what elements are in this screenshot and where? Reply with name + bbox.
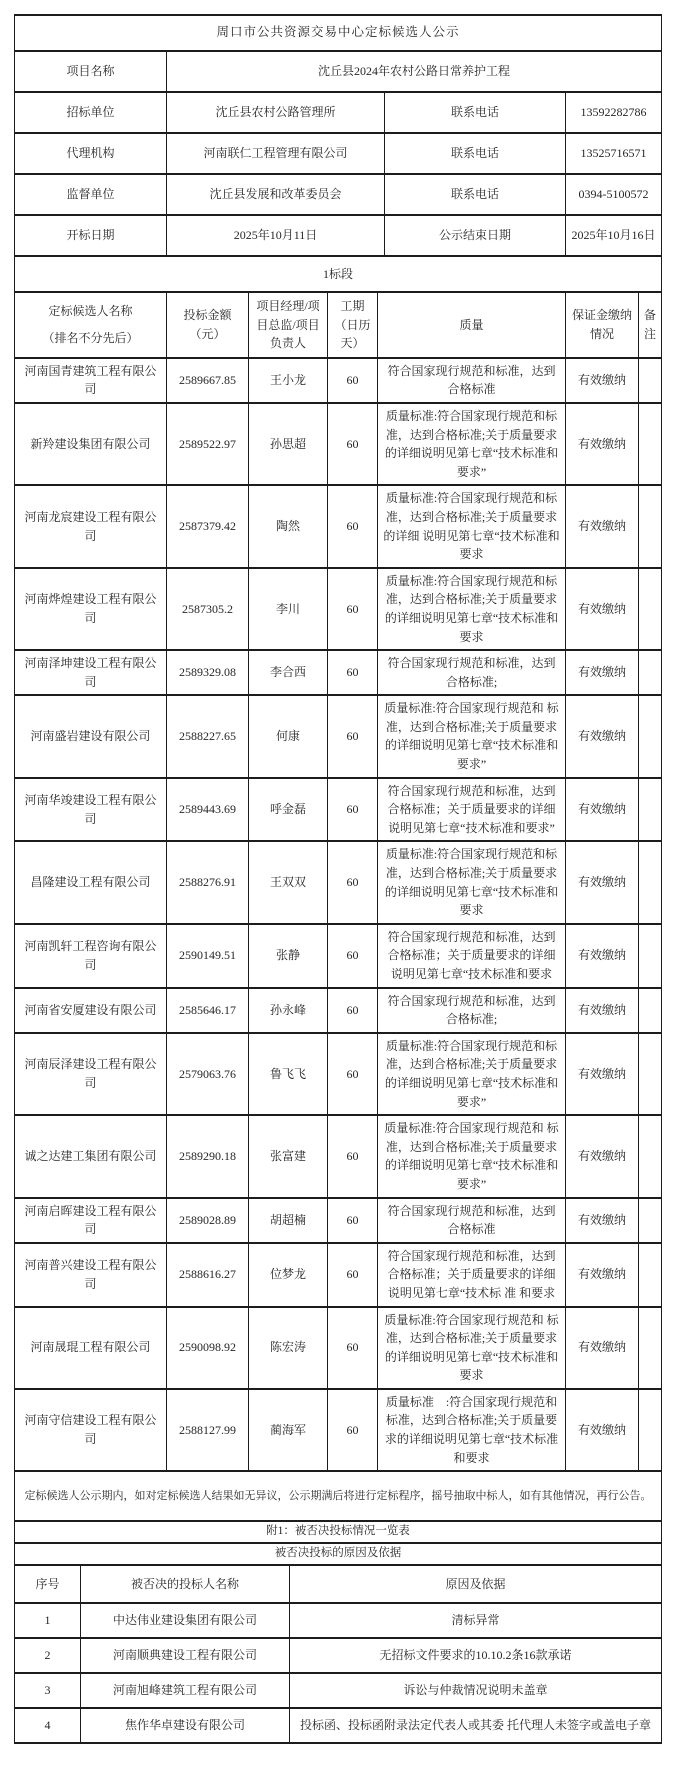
candidate-row [15,1307,662,1389]
info-label: 项目名称 [15,51,167,92]
bid-amount: 2589290.18 [167,1115,249,1197]
header-note: 备注 [639,292,662,358]
duration-days: 60 [328,358,378,403]
candidate-name: 河南烨煌建设工程有限公司 [15,568,167,650]
note [639,1115,662,1197]
candidate-row [15,1198,662,1243]
duration-days: 60 [328,568,378,650]
deposit-status: 有效缴纳 [566,403,639,485]
bid-amount: 2589028.89 [167,1198,249,1243]
quality-standard: 质量标准 :符合国家现行规范和 标准，达到合格标准;关于质量要求的详细说明见第七章“技术标准和要求 [378,1389,566,1471]
info-label: 招标单位 [15,92,167,133]
note [639,358,662,403]
deposit-status: 有效缴纳 [566,924,639,988]
candidate-name: 河南辰泽建设工程有限公司 [15,1033,167,1115]
note [639,778,662,842]
bid-amount: 2588276.91 [167,841,249,923]
duration-days: 60 [328,1033,378,1115]
rejected-bidder-row [15,1603,662,1638]
candidate-name: 诚之达建工集团有限公司 [15,1115,167,1197]
info-label-secondary: 联系电话 [385,92,566,133]
info-value: 沈丘县发展和改革委员会 [167,174,385,215]
bid-amount: 2588127.99 [167,1389,249,1471]
rejected-bidder-row [15,1638,662,1673]
candidate-row [15,1033,662,1115]
candidate-row [15,778,662,842]
bid-amount: 2588227.65 [167,695,249,777]
quality-standard: 符合国家现行规范和标准，达到合格标准; [378,988,566,1033]
project-manager: 李川 [249,568,328,650]
candidate-name: 河南龙宸建设工程有限公司 [15,485,167,567]
note [639,1243,662,1307]
info-value: 沈丘县农村公路管理所 [167,92,385,133]
candidate-name: 河南省安厦建设有限公司 [15,988,167,1033]
candidate-name: 新羚建设集团有限公司 [15,403,167,485]
appendix-table [14,1470,662,1744]
rejected-bidder-row [15,1708,662,1743]
note [639,695,662,777]
header-gap [17,320,164,329]
rejection-reason: 清标异常 [290,1603,662,1638]
deposit-status: 有效缴纳 [566,485,639,567]
info-value-secondary: 13525716571 [566,133,662,174]
header-duration [328,292,378,358]
quality-standard: 质量标准:符合国家现行规范和 标准，达到合格标准;关于质量要求的详细说明见第七章“技术标准和要求” [378,695,566,777]
candidate-name: 河南守信建设工程有限公司 [15,1389,167,1471]
info-body [15,15,662,256]
info-value-secondary: 0394-5100572 [566,174,662,215]
page-title: 周口市公共资源交易中心定标候选人公示 [15,15,662,51]
info-label: 监督单位 [15,174,167,215]
info-row [15,92,662,133]
serial-number: 2 [15,1638,81,1673]
project-manager: 何康 [249,695,328,777]
candidate-row [15,1243,662,1307]
candidate-row [15,695,662,777]
candidate-row [15,1115,662,1197]
appendix-subtitle: 被否决投标的原因及依据 [15,1543,662,1565]
rejected-bidder-name: 中达伟业建设集团有限公司 [81,1603,290,1638]
info-value: 河南联仁工程管理有限公司 [167,133,385,174]
header-serial-number: 序号 [15,1565,81,1603]
header-deposit-status: 保证金缴纳情况 [566,292,639,358]
note [639,924,662,988]
duration-days: 60 [328,841,378,923]
candidate-row [15,1389,662,1471]
project-manager: 位梦龙 [249,1243,328,1307]
header-rejection-reason: 原因及依据 [290,1565,662,1603]
duration-days: 60 [328,1243,378,1307]
deposit-status: 有效缴纳 [566,1198,639,1243]
info-value-secondary: 13592282786 [566,92,662,133]
title-row [15,15,662,51]
duration-days: 60 [328,778,378,842]
rejection-reason: 投标函、投标函附录法定代表人或其委 托代理人未签字或盖电子章 [290,1708,662,1743]
candidate-name: 昌隆建设工程有限公司 [15,841,167,923]
header-quality: 质量 [378,292,566,358]
quality-standard: 符合国家现行规范和标准，达到合格标准 [378,1198,566,1243]
candidates-table [14,255,662,1472]
serial-number: 3 [15,1673,81,1708]
deposit-status: 有效缴纳 [566,1389,639,1471]
quality-standard: 质量标准:符合国家现行规范和标准，达到合格标准;关于质量要求的详细说明见第七章“技术标准和要求” [378,1033,566,1115]
bid-amount: 2589329.08 [167,650,249,695]
candidate-name: 河南泽坤建设工程有限公司 [15,650,167,695]
candidate-row [15,358,662,403]
project-manager: 蔺海军 [249,1389,328,1471]
notice-row [15,1471,662,1521]
quality-standard: 符合国家现行规范和标准，达到合格标准；关于质量要求的详细说明见第七章“技术标准和要求” [378,778,566,842]
deposit-status: 有效缴纳 [566,1243,639,1307]
rejected-bidder-name: 焦作华卓建设有限公司 [81,1708,290,1743]
quality-standard: 符合国家现行规范和标准，达到合格标准；关于质量要求的详细说明见第七章“技术标 准 和要求 [378,1243,566,1307]
deposit-status: 有效缴纳 [566,1033,639,1115]
bid-amount: 2587305.2 [167,568,249,650]
rejected-bidder-name: 河南顺典建设工程有限公司 [81,1638,290,1673]
candidates-header-row [15,292,662,358]
project-manager: 陈宏涛 [249,1307,328,1389]
project-manager: 张静 [249,924,328,988]
deposit-status: 有效缴纳 [566,778,639,842]
duration-days: 60 [328,924,378,988]
rejected-bidder-row [15,1673,662,1708]
section-row [15,256,662,292]
note [639,1307,662,1389]
header-duration-line1: 工期 [340,299,365,313]
project-manager: 孙永峰 [249,988,328,1033]
note [639,568,662,650]
duration-days: 60 [328,1115,378,1197]
rejection-reason: 无招标文件要求的10.10.2条16款承诺 [290,1638,662,1673]
info-row [15,215,662,256]
quality-standard: 质量标准:符合国家现行规范和标准，达到合格标准;关于质量要求的详细说明见第七章“技术标准和要求 [378,568,566,650]
quality-standard: 符合国家现行规范和标准，达到合格标准 [378,358,566,403]
header-bid-amount-line2: （元） [189,326,226,341]
candidate-row [15,924,662,988]
info-label-secondary: 联系电话 [385,174,566,215]
note [639,988,662,1033]
info-label: 开标日期 [15,215,167,256]
duration-days: 60 [328,695,378,777]
quality-standard: 质量标准:符合国家现行规范和 标准，达到合格标准;关于质量要求的详细说明见第七章“技术标准和要求 [378,1307,566,1389]
quality-standard: 质量标准:符合国家现行规范和标准，达到合格标准;关于质量要求的详细说明见第七章“技术标准和要求” [378,403,566,485]
duration-days: 60 [328,988,378,1033]
rejected-bidder-name: 河南旭峰建筑工程有限公司 [81,1673,290,1708]
info-value: 2025年10月11日 [167,215,385,256]
bid-amount: 2579063.76 [167,1033,249,1115]
project-manager: 孙思超 [249,403,328,485]
header-project-manager: 项目经理/项目总监/项目负责人 [249,292,328,358]
duration-days: 60 [328,403,378,485]
bid-amount: 2589667.85 [167,358,249,403]
project-manager: 鲁飞飞 [249,1033,328,1115]
duration-days: 60 [328,1307,378,1389]
project-manager: 李合西 [249,650,328,695]
bid-amount: 2585646.17 [167,988,249,1033]
appendix-body [15,1471,662,1743]
candidate-name: 河南启晖建设工程有限公司 [15,1198,167,1243]
duration-days: 60 [328,485,378,567]
note [639,650,662,695]
candidates-body [15,256,662,1471]
info-row [15,133,662,174]
bid-amount: 2588616.27 [167,1243,249,1307]
header-duration-line2: （日历天） [334,317,371,351]
candidate-name: 河南国青建筑工程有限公司 [15,358,167,403]
appendix-title-row [15,1521,662,1543]
serial-number: 1 [15,1603,81,1638]
deposit-status: 有效缴纳 [566,695,639,777]
note [639,1198,662,1243]
bid-amount: 2590098.92 [167,1307,249,1389]
candidate-row [15,485,662,567]
candidate-name: 河南盛岩建设有限公司 [15,695,167,777]
quality-standard: 符合国家现行规范和标准，达到合格标准; [378,650,566,695]
header-candidate-name-line1: 定标候选人名称 [48,303,133,318]
info-row [15,51,662,92]
deposit-status: 有效缴纳 [566,988,639,1033]
project-manager: 王双双 [249,841,328,923]
quality-standard: 质量标准:符合国家现行规范和标准，达到合格标准;关于质量要求的详细说明见第七章“技术标准和要求 [378,841,566,923]
candidate-row [15,403,662,485]
bid-amount: 2589443.69 [167,778,249,842]
candidate-row [15,568,662,650]
appendix-subtitle-row [15,1543,662,1565]
header-candidate-name [15,292,167,358]
quality-standard: 符合国家现行规范和标准，达到合格标准；关于质量要求的详细说明见第七章“技术标准和要求 [378,924,566,988]
deposit-status: 有效缴纳 [566,650,639,695]
deposit-status: 有效缴纳 [566,1115,639,1197]
quality-standard: 质量标准:符合国家现行规范和 标准，达到合格标准;关于质量要求的详细说明见第七章“技术标准和要求” [378,1115,566,1197]
appendix-header-row [15,1565,662,1603]
project-manager: 张富建 [249,1115,328,1197]
note [639,485,662,567]
deposit-status: 有效缴纳 [566,568,639,650]
info-row [15,174,662,215]
note [639,841,662,923]
deposit-status: 有效缴纳 [566,1307,639,1389]
rejection-reason: 诉讼与仲裁情况说明未盖章 [290,1673,662,1708]
info-value: 沈丘县2024年农村公路日常养护工程 [167,51,662,92]
project-manager: 胡超楠 [249,1198,328,1243]
project-manager: 呼金磊 [249,778,328,842]
appendix-title: 附1：被否决投标情况一览表 [15,1521,662,1543]
bid-amount: 2590149.51 [167,924,249,988]
duration-days: 60 [328,1389,378,1471]
quality-standard: 质量标准:符合国家现行规范和标准，达到合格标准;关于质量要求的详细 说明见第七章“技术标准和要求 [378,485,566,567]
serial-number: 4 [15,1708,81,1743]
project-info-table [14,14,662,257]
info-value-secondary: 2025年10月16日 [566,215,662,256]
duration-days: 60 [328,1198,378,1243]
candidate-name: 河南普兴建设工程有限公司 [15,1243,167,1307]
section-label: 1标段 [15,256,662,292]
bid-amount: 2589522.97 [167,403,249,485]
deposit-status: 有效缴纳 [566,841,639,923]
publicity-notice-text: 定标候选人公示期内，如对定标候选人结果如无异议，公示期满后将进行定标程序，摇号抽取中标人，如有其他情况，再行公告。 [15,1471,662,1521]
note [639,1033,662,1115]
note [639,1389,662,1471]
candidate-row [15,650,662,695]
candidate-name: 河南华竣建设工程有限公司 [15,778,167,842]
duration-days: 60 [328,650,378,695]
header-rejected-bidder-name: 被否决的投标人名称 [81,1565,290,1603]
info-label-secondary: 公示结束日期 [385,215,566,256]
candidate-row [15,841,662,923]
header-bid-amount-line1: 投标金额 [183,308,232,323]
header-candidate-name-line2: （排名不分先后） [42,331,139,346]
info-label-secondary: 联系电话 [385,133,566,174]
candidate-name: 河南晟琨工程有限公司 [15,1307,167,1389]
candidate-name: 河南凯轩工程咨询有限公司 [15,924,167,988]
candidate-row [15,988,662,1033]
project-manager: 陶然 [249,485,328,567]
deposit-status: 有效缴纳 [566,358,639,403]
bid-amount: 2587379.42 [167,485,249,567]
header-bid-amount [167,292,249,358]
info-label: 代理机构 [15,133,167,174]
project-manager: 王小龙 [249,358,328,403]
note [639,403,662,485]
